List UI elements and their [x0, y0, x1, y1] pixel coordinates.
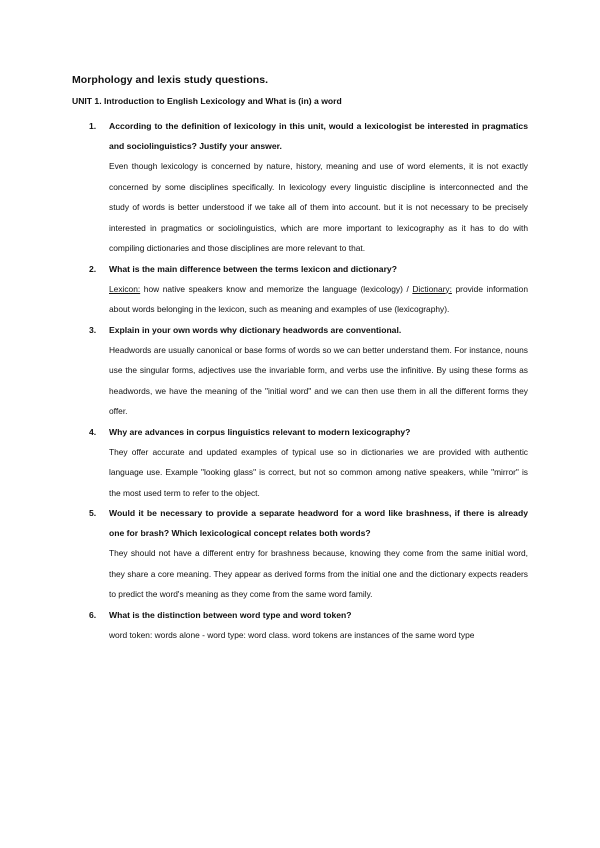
- question-item-2: [72, 259, 528, 320]
- answer-text: They offer accurate and updated examples of typical use so in dictionaries we are provided with authentic language use. Example "looking glass" is correct, but not so common among native speakers, while "mirror" is the most used term to refer to the object.: [109, 446, 528, 498]
- answer-text: They should not have a different entry for brashness because, knowing they come from the same initial word, they share a core meaning. They appear as derived forms from the initial one and the dictionary expects readers to predict the word's meaning as they come from the same word family.: [109, 548, 528, 599]
- answer-text: Even though lexicology is concerned by nature, history, meaning and use of word elements, it is not exactly concerned by some disciplines specifically. In lexicology every linguistic discipline is interconnected and the study of words is better understood if we take all of them into account. but it is not necessary to be precisely interested in pragmatics or sociolinguistics, which are more important to lexicography as it has to do with compiling dictionaries and those disciplines are more relevant to that.: [109, 161, 528, 253]
- question-number: 5.: [89, 508, 97, 518]
- answer-segment: provide information about words belonging in the lexicon, such as meaning and examples of use (lexicography).: [109, 283, 528, 314]
- question-text: Explain in your own words why dictionary headwords are conventional.: [109, 324, 402, 335]
- question-text: Why are advances in corpus linguistics relevant to modern lexicography?: [109, 426, 411, 437]
- question-number: 1.: [89, 121, 97, 131]
- question-item-3: [72, 320, 528, 422]
- question-item-1: [72, 116, 528, 259]
- answer-text: [109, 279, 528, 320]
- question-text: According to the definition of lexicology in this unit, would a lexicologist be interested in pragmatics and sociolinguistics? Justify your answer.: [109, 121, 528, 151]
- question-item-4: [72, 422, 528, 504]
- question-list: [72, 116, 528, 645]
- question-text: What is the distinction between word type and word token?: [109, 609, 352, 620]
- answer-text: Headwords are usually canonical or base forms of words so we can better understand them. For instance, nouns use the singular forms, adjectives use the invariable form, and verbs use the infinitive. By using these forms as headwords, we have the meaning of the "initial word" and we can then use them in all the different forms they offer.: [109, 344, 528, 416]
- unit-heading: UNIT 1. Introduction to English Lexicology and What is (in) a word: [72, 96, 342, 106]
- answer-segment: how native speakers know and memorize the language (lexicology) /: [140, 283, 413, 294]
- question-number: 4.: [89, 426, 97, 437]
- question-item-5: [72, 503, 528, 605]
- question-text: What is the main difference between the terms lexicon and dictionary?: [109, 263, 397, 274]
- answer-text: word token: words alone - word type: word class. word tokens are instances of the same word type: [109, 629, 475, 640]
- term-lexicon: Lexicon:: [109, 283, 141, 294]
- question-number: 3.: [89, 324, 97, 335]
- question-item-6: [72, 605, 528, 646]
- question-number: 2.: [89, 263, 97, 274]
- question-number: 6.: [89, 609, 97, 620]
- term-dictionary: Dictionary:: [412, 283, 452, 294]
- document-title: Morphology and lexis study questions.: [72, 74, 269, 86]
- question-text: Would it be necessary to provide a separate headword for a word like brashness, if there is already one for brash? Which lexicological concept relates both words?: [109, 508, 528, 538]
